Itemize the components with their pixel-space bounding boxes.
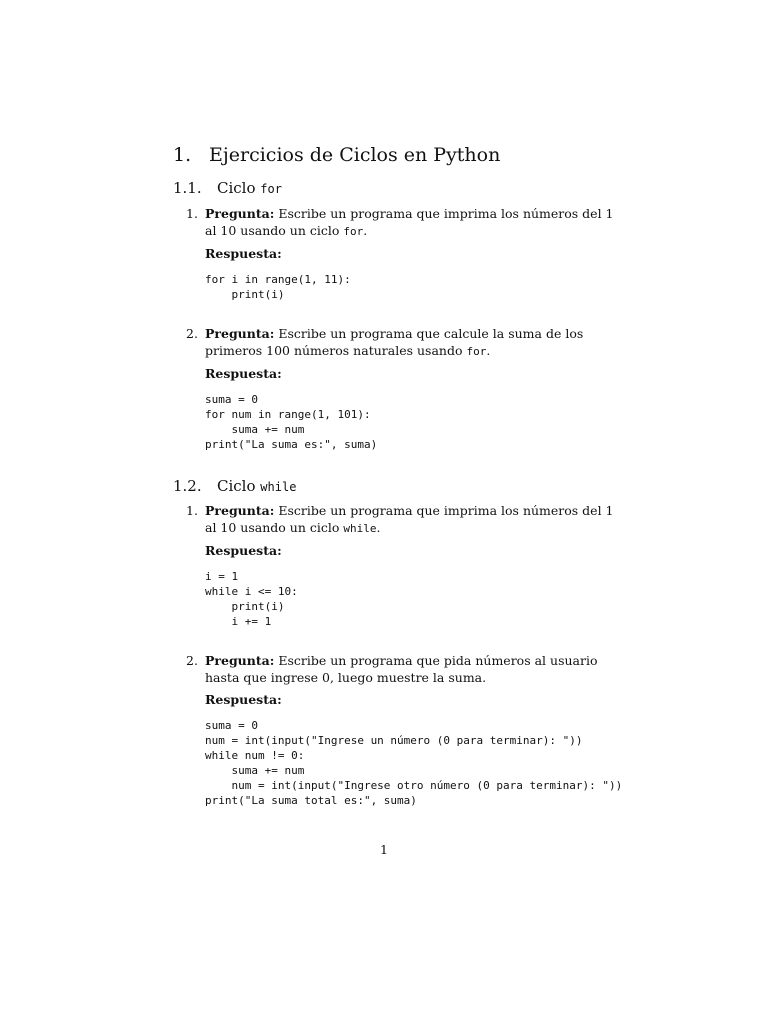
question-text-end: . <box>486 343 491 358</box>
answer-label: Respuesta: <box>205 366 282 381</box>
list-item <box>186 205 617 302</box>
answer-label: Respuesta: <box>205 543 282 558</box>
question-code: while <box>343 522 377 535</box>
subsection-title-for <box>173 179 282 197</box>
list-item <box>186 502 617 629</box>
answer-label: Respuesta: <box>205 692 282 707</box>
subsection-title-code: while <box>260 480 297 494</box>
question-label: Pregunta: <box>205 653 275 668</box>
code-block: i = 1 while i <= 10: print(i) i += 1 <box>205 570 298 628</box>
answer-label: Respuesta: <box>205 246 282 261</box>
list-item <box>186 652 623 808</box>
question-label: Pregunta: <box>205 503 275 518</box>
code-block: suma = 0 for num in range(1, 101): suma += num print("La suma es:", suma) <box>205 393 378 451</box>
subsection-title-prefix: Ciclo <box>217 179 256 197</box>
list-item-marker: 1. <box>186 206 198 221</box>
section-title-text: Ejercicios de Ciclos en Python <box>209 144 501 166</box>
subsection-title-while <box>173 477 296 495</box>
question-text: Escribe un programa que calcule la suma de los primeros 100 números naturales usando <box>205 326 584 358</box>
subsection-number: 1.1. <box>173 179 202 197</box>
question-label: Pregunta: <box>205 326 275 341</box>
code-block: suma = 0 num = int(input("Ingrese un número (0 para terminar): ")) while num != 0: suma += num num = int(input("Ingrese otro número (0 para terminar): ")) print("La suma total es:", suma) <box>205 719 623 807</box>
list-item <box>186 325 617 452</box>
question-text: Escribe un programa que imprima los números del 1 al 10 usando un ciclo <box>205 206 614 238</box>
list-item-marker: 2. <box>186 653 198 668</box>
subsection-title-prefix: Ciclo <box>217 477 256 495</box>
code-block: for i in range(1, 11): print(i) <box>205 273 351 301</box>
question <box>205 325 617 360</box>
question-text-end: . <box>363 223 368 238</box>
question-code: for <box>343 225 364 238</box>
question <box>205 652 617 686</box>
question-text: Escribe un programa que pida números al usuario hasta que ingrese 0, luego muestre la suma. <box>205 653 598 685</box>
question-text: Escribe un programa que imprima los números del 1 al 10 usando un ciclo <box>205 503 614 535</box>
section-number: 1. <box>173 144 192 166</box>
question-label: Pregunta: <box>205 206 275 221</box>
question <box>205 205 617 240</box>
question-code: for <box>466 345 487 358</box>
list-item-marker: 2. <box>186 326 198 341</box>
question-text-end: . <box>376 520 381 535</box>
page-number: 1 <box>380 842 388 857</box>
subsection-title-code: for <box>260 182 282 196</box>
question <box>205 502 617 537</box>
list-item-marker: 1. <box>186 503 198 518</box>
section-title <box>173 144 500 166</box>
subsection-number: 1.2. <box>173 477 202 495</box>
